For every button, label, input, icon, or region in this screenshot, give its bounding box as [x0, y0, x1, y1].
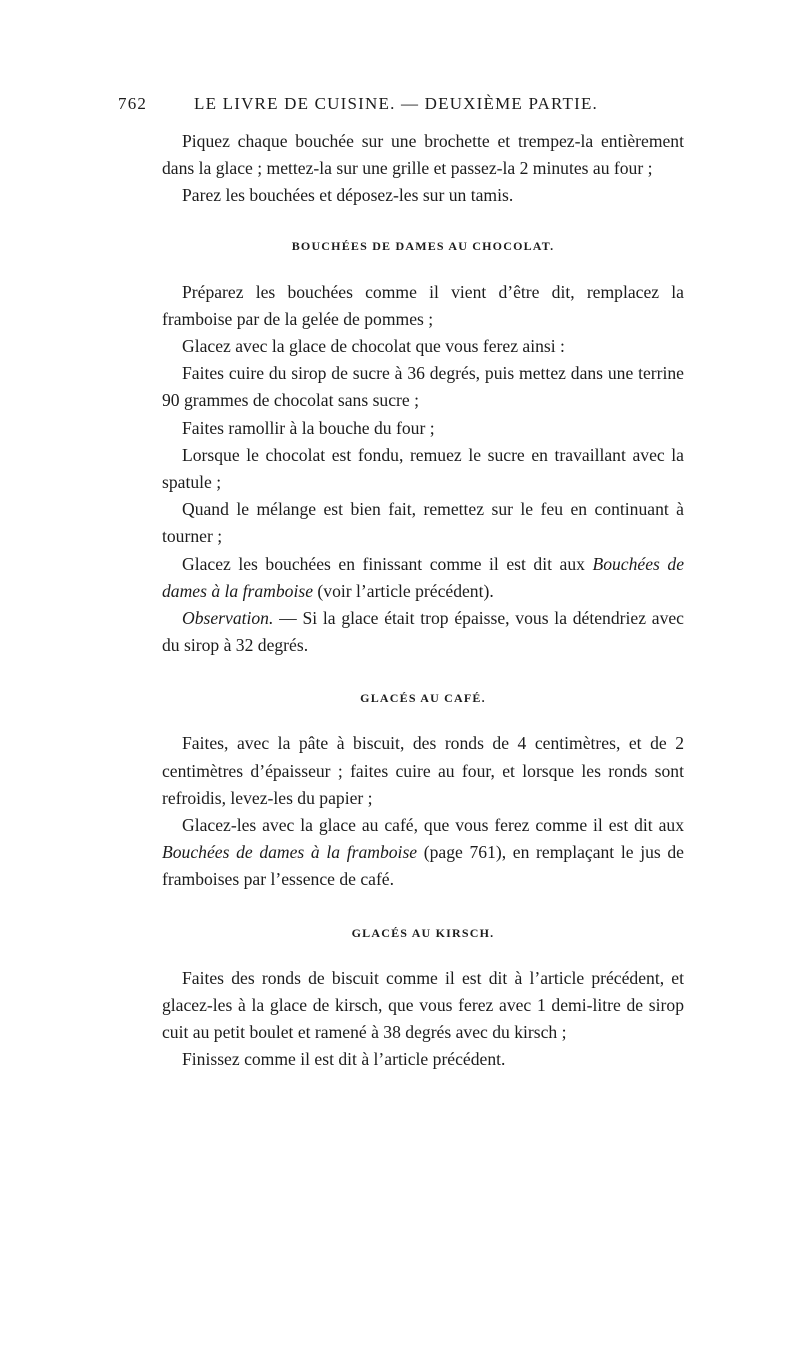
kirsch-paragraph-2: Finissez comme il est dit à l’article précédent. [182, 1049, 506, 1070]
bouchees-paragraph-7 [162, 551, 684, 605]
bouchees-paragraph-6: Quand le mélange est bien fait, remettez sur le feu en continuant à tourner ; [162, 499, 684, 547]
cafe-p2-text-after: (page 761), en remplaçant le jus de framboises par l’essence de café. [162, 842, 684, 890]
bouchees-paragraph-4: Faites ramollir à la bouche du four ; [182, 417, 435, 438]
running-title: LE LIVRE DE CUISINE. — DEUXIÈME PARTIE. [194, 94, 599, 113]
bouchees-paragraph-5: Lorsque le chocolat est fondu, remuez le sucre en travaillant avec la spatule ; [162, 444, 684, 493]
cafe-p2-text-before: Glacez-les avec la glace au café, que vous ferez comme il est dit aux [182, 815, 684, 836]
bouchees-paragraph-2: Glacez avec la glace de chocolat que vous ferez ainsi : [182, 336, 565, 357]
observation-paragraph [162, 605, 684, 659]
observation-text: — Si la glace était trop épaisse, vous la détendriez avec du sirop à 32 degrés. [162, 608, 684, 656]
page-number: 762 [118, 94, 148, 113]
bouchees-p7-text-after: (voir l’article précédent). [313, 580, 494, 601]
page-body [162, 128, 684, 1073]
intro-paragraph-2: Parez les bouchées et déposez-les sur un tamis. [182, 185, 514, 206]
bouchees-p7-reference: Bouchées de dames à la framboise [162, 553, 685, 601]
cafe-p2-reference: Bouchées de dames à la framboise [162, 842, 418, 863]
bouchees-paragraph-1: Préparez les bouchées comme il vient d’être dit, remplacez la framboise par de la gelée de pommes ; [162, 281, 684, 329]
cafe-paragraph-1: Faites, avec la pâte à biscuit, des ronds de 4 centimètres, et de 2 centimètres d’épaisseur ; faites cuire au four, et lorsque les ronds sont refroidis, levez-les du papier ; [162, 733, 684, 808]
kirsch-paragraph-1: Faites des ronds de biscuit comme il est dit à l’article précédent, et glacez-les à la glace de kirsch, que vous ferez avec 1 demi-litre de sirop cuit au petit boulet et ramené à 38 degrés avec du kirsch ; [162, 967, 684, 1043]
intro-paragraph-1: Piquez chaque bouchée sur une brochette et trempez-la entièrement dans la glace ; mettez-la sur une grille et passez-la 2 minutes au four ; [162, 131, 684, 179]
section-title-glaces-kirsch: GLACÉS AU KIRSCH. [351, 925, 495, 940]
observation-label: Observation. [182, 608, 274, 629]
bouchees-paragraph-3: Faites cuire du sirop de sucre à 36 degrés, puis mettez dans une terrine 90 grammes de chocolat sans sucre ; [162, 363, 684, 411]
section-title-glaces-cafe: GLACÉS AU CAFÉ. [360, 691, 486, 706]
bouchees-p7-text-before: Glacez les bouchées en finissant comme il est dit aux [182, 553, 593, 574]
section-title-bouchees-chocolat: BOUCHÉES DE DAMES AU CHOCOLAT. [291, 238, 555, 253]
running-head [118, 94, 682, 114]
cafe-paragraph-2 [162, 812, 684, 894]
